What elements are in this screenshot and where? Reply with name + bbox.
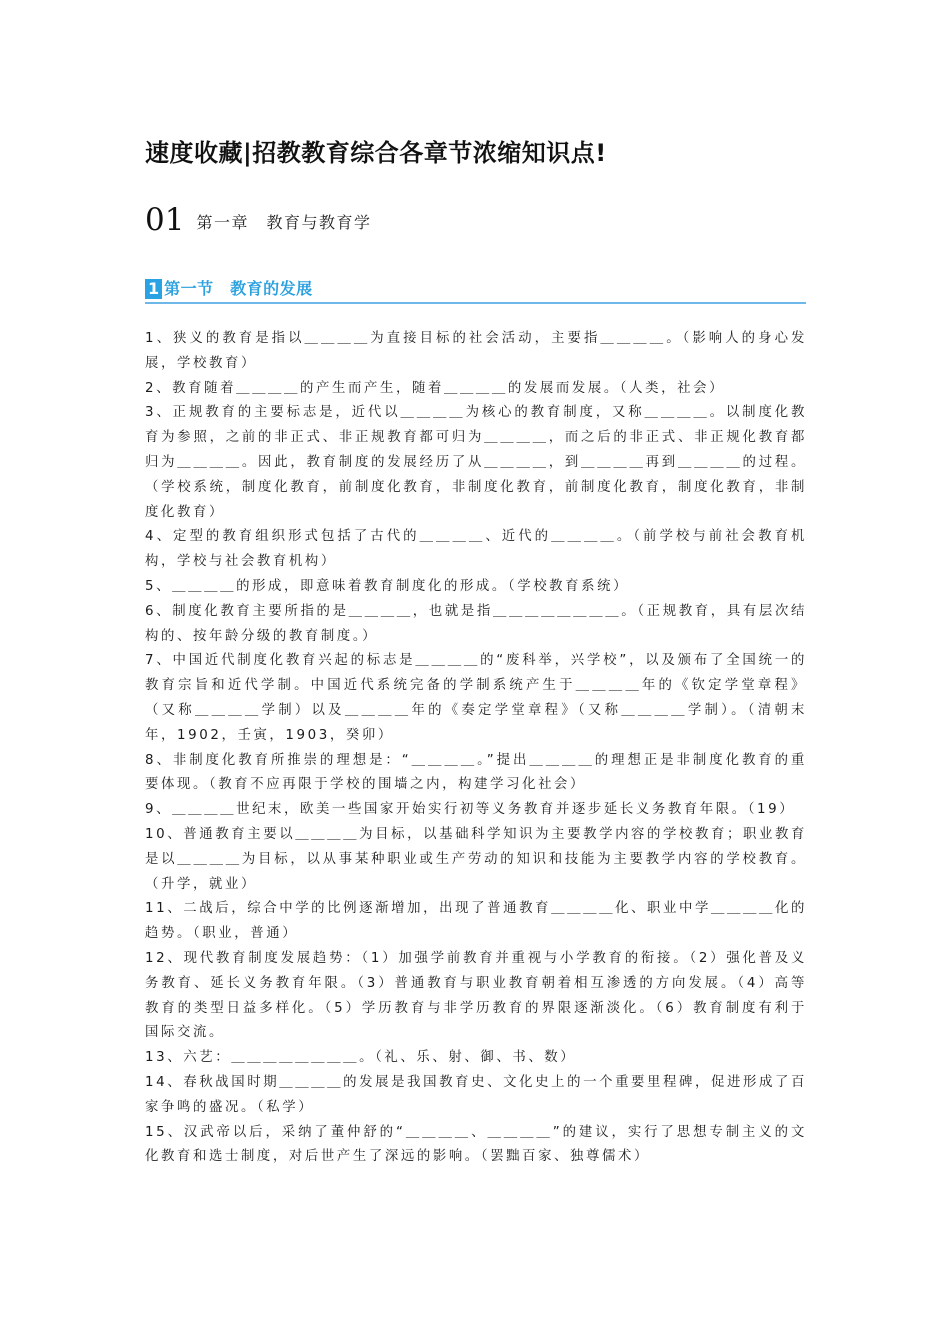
list-item: 8、非制度化教育所推崇的理想是：“＿＿＿＿。”提出＿＿＿＿的理想正是非制度化教育的重要体现。（教育不应再限于学校的围墙之内，构建学习化社会） <box>145 752 807 793</box>
list-item: 7、中国近代制度化教育兴起的标志是＿＿＿＿的“废科举，兴学校”，以及颁布了全国统一的教育宗旨和近代学制。中国近代系统完备的学制系统产生于＿＿＿＿年的《钦定学堂章程》（又称＿＿＿＿学制）以及＿＿＿＿年的《奏定学堂章程》（又称＿＿＿＿学制）。（清朝末年，1902，壬寅，1903，癸卯） <box>145 653 807 743</box>
list-item: 2、教育随着＿＿＿＿的产生而产生，随着＿＿＿＿的发展而发展。（人类，社会） <box>145 380 726 396</box>
list-item: 13、六艺：＿＿＿＿＿＿＿＿。（礼、乐、射、御、书、数） <box>145 1050 577 1066</box>
section-number-badge: 1 <box>145 279 162 299</box>
section-title: 第一节 教育的发展 <box>164 279 313 298</box>
section-heading <box>145 278 806 304</box>
list-item: 11、二战后，综合中学的比例逐渐增加，出现了普通教育＿＿＿＿化、职业中学＿＿＿＿化的趋势。（职业，普通） <box>145 901 807 942</box>
list-item: 4、定型的教育组织形式包括了古代的＿＿＿＿、近代的＿＿＿＿。（前学校与前社会教育机构，学校与社会教育机构） <box>145 529 807 570</box>
chapter-heading <box>145 198 371 242</box>
list-item: 1、狭义的教育是指以＿＿＿＿为直接目标的社会活动，主要指＿＿＿＿。（影响人的身心发展，学校教育） <box>145 331 807 371</box>
list-item: 14、春秋战国时期＿＿＿＿的发展是我国教育史、文化史上的一个重要里程碑，促进形成了百家争鸣的盛况。（私学） <box>145 1074 807 1115</box>
list-item: 5、＿＿＿＿的形成，即意味着教育制度化的形成。（学校教育系统） <box>145 578 630 594</box>
list-item: 9、＿＿＿＿世纪末，欧美一些国家开始实行初等义务教育并逐步延长义务教育年限。（19） <box>145 802 796 818</box>
list-item: 6、制度化教育主要所指的是＿＿＿＿，也就是指＿＿＿＿＿＿＿＿。（正规教育，具有层次结构的、按年龄分级的教育制度。） <box>145 603 807 644</box>
chapter-title: 第一章 教育与教育学 <box>196 213 372 232</box>
chapter-number: 01 <box>145 202 185 238</box>
page-title: 速度收藏|招教教育综合各章节浓缩知识点! <box>145 139 607 167</box>
list-item: 3、正规教育的主要标志是，近代以＿＿＿＿为核心的教育制度，又称＿＿＿＿。以制度化教育为参照，之前的非正式、非正规教育都可归为＿＿＿＿，而之后的非正式、非正规化教育都归为＿＿＿＿。因此，教育制度的发展经历了从＿＿＿＿，到＿＿＿＿再到＿＿＿＿的过程。（学校系统，制度化教育，前制度化教育，非制度化教育，前制度化教育，制度化教育，非制度化教育） <box>145 405 807 520</box>
list-item: 15、汉武帝以后，采纳了董仲舒的“＿＿＿＿、＿＿＿＿”的建议，实行了思想专制主义的文化教育和选士制度，对后世产生了深远的影响。（罢黜百家、独尊儒术） <box>145 1124 807 1165</box>
question-list <box>145 327 807 1170</box>
list-item: 12、现代教育制度发展趋势：（1）加强学前教育并重视与小学教育的衔接。（2）强化普及义务教育、延长义务教育年限。（3）普通教育与职业教育朝着相互渗透的方向发展。（4）高等教育的类型日益多样化。（5）学历教育与非学历教育的界限逐渐淡化。（6）教育制度有利于国际交流。 <box>145 950 807 1041</box>
list-item: 10、普通教育主要以＿＿＿＿为目标，以基础科学知识为主要教学内容的学校教育；职业教育是以＿＿＿＿为目标，以从事某种职业或生产劳动的知识和技能为主要教学内容的学校教育。（升学，就业） <box>145 826 807 892</box>
